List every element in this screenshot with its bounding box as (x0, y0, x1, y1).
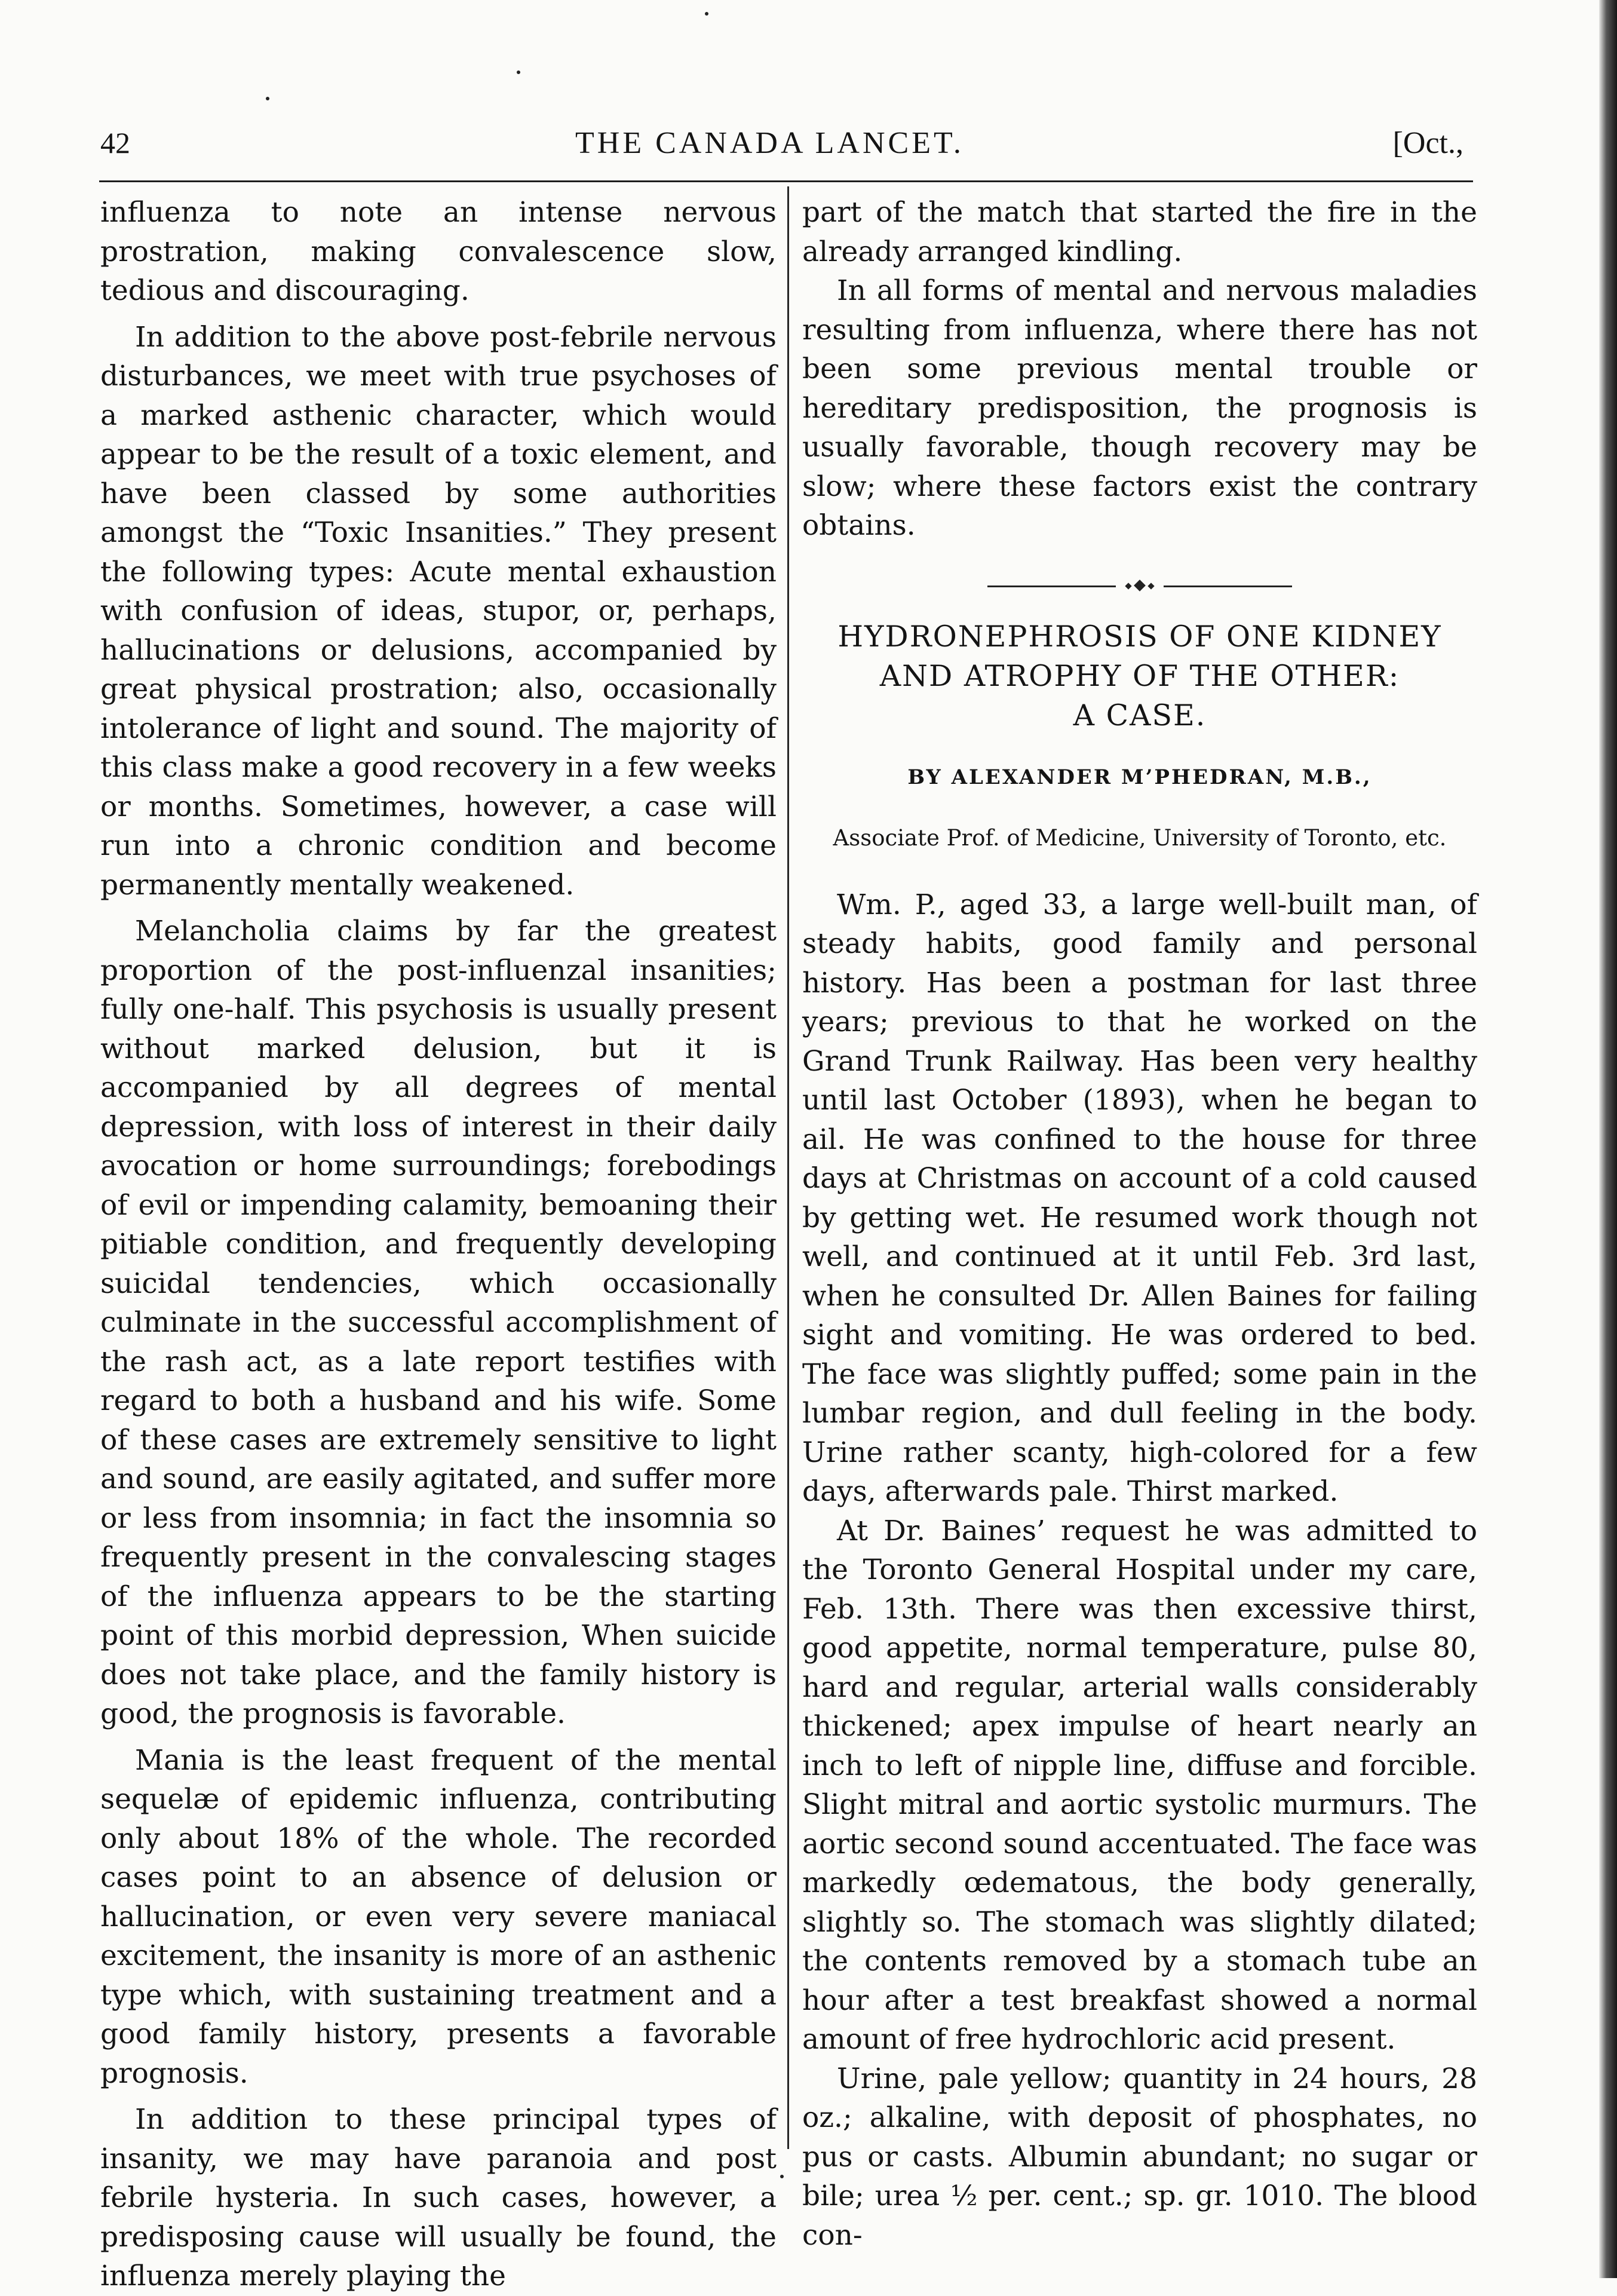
left-column (100, 193, 777, 2296)
column-divider (787, 186, 789, 2149)
article-byline: BY ALEXANDER M’PHEDRAN, M.B., (907, 765, 1372, 789)
paragraph: Urine, pale yellow; quantity in 24 hours, 28 oz.; alkaline, with deposit of phosphates, no pus or casts. Albumin abundant; no sugar or bile; urea ½ per. cent.; sp. gr. 1010. The blood con- (802, 2062, 1477, 2252)
paragraph: part of the match that started the fire in the already arranged kindling. (802, 196, 1477, 268)
paragraph: In addition to these principal types of insanity, we may have paranoia and post febrile hysteria. In such cases, however, a predisposing cause will usually be found, the influenza merely playing the (100, 2103, 777, 2292)
article-title-line: A CASE. (1073, 698, 1207, 732)
paragraph: In addition to the above post-febrile nervous disturbances, we meet with true psychoses of a marked asthenic character, which would appear to be the result of a toxic element, and have been classed by some authorities amongst the “Toxic Insanities.” They present the following types: Acute mental exhaustion with confusion of ideas, stupor, or, perhaps, hallucinations or delusions, accompanied by great physical prostration; also, occasionally intolerance of light and sound. The majority of this class make a good recovery in a few weeks or months. Sometimes, however, a case will run into a chronic condition and become permanently mentally weakened. (100, 320, 777, 902)
paragraph: In all forms of mental and nervous maladies resulting from influenza, where there has not been some previous mental trouble or hereditary predisposition, the prognosis is usually favorable, though recovery may be slow; where these factors exist the contrary obtains. (802, 274, 1477, 542)
print-speck (780, 2175, 784, 2178)
print-speck (517, 70, 520, 74)
paragraph: Mania is the least frequent of the mental sequelæ of epidemic influenza, contributing only about 18% of the whole. The recorded cases point to an absence of delusion or hallucination, or even very severe maniacal excitement, the insanity is more of an asthenic type which, with sustaining treatment and a good family history, presents a favorable prognosis. (100, 1743, 777, 2090)
paragraph: Melancholia claims by far the greatest proportion of the post-influenzal insanities; fully one-half. This psychosis is usually present without marked delusion, but it is accompanied by all degrees of mental depression, with loss of interest in their daily avocation or home surroundings; forebodings of evil or impending calamity, bemoaning their pitiable condition, and frequently developing suicidal tendencies, which occasionally culminate in the successful accomplishment of the rash act, as a late report testifies with regard to both a husband and his wife. Some of these cases are extremely sensitive to light and sound, are easily agitated, and suffer more or less from insomnia; in fact the insomnia so frequently present in the convalescing stages of the influenza appears to be the starting point of this morbid depression, When suicide does not take place, and the family history is good, the prognosis is favorable. (100, 915, 777, 1730)
page-number: 42 (100, 126, 130, 160)
paragraph: influenza to note an intense nervous prostration, making convalescence slow, tedious and discouraging. (100, 196, 777, 307)
print-speck (266, 97, 269, 100)
article-title-line: HYDRONEPHROSIS OF ONE KIDNEY (837, 619, 1442, 654)
author-affiliation: Associate Prof. of Medicine, University of Toronto, etc. (833, 825, 1447, 851)
paragraph: Wm. P., aged 33, a large well-built man, of steady habits, good family and personal history. Has been a postman for last three years; previous to that he worked on the Grand Trunk Railway. Has been very healthy until last October (1893), when he began to ail. He was confined to the house for three days at Christmas on account of a cold caused by getting wet. He resumed work though not well, and continued at it until Feb. 3rd last, when he consulted Dr. Allen Baines for failing sight and vomiting. He was ordered to bed. The face was slightly puffed; some pain in the lumbar region, and dull feeling in the body. Urine rather scanty, high-colored for a few days, afterwards pale. Thirst marked. (802, 888, 1477, 1508)
journal-title: THE CANADA LANCET. (575, 126, 964, 160)
running-header (100, 125, 1474, 173)
print-speck (705, 12, 708, 16)
section-ornament (987, 580, 1292, 592)
article-title (802, 617, 1477, 735)
article-title-line: AND ATROPHY OF THE OTHER: (879, 658, 1400, 693)
issue-month: [Oct., (1392, 126, 1463, 160)
paragraph: At Dr. Baines’ request he was admitted to the Toronto General Hospital under my care, Feb. 13th. There was then excessive thirst, good appetite, normal temperature, pulse 80, hard and regular, arterial walls considerably thickened; apex impulse of heart nearly an inch to left of nipple line, diffuse and forcible. Slight mitral and aortic systolic murmurs. The aortic second sound accentuated. The face was markedly œdematous, the body generally, slightly so. The stomach was slightly dilated; the contents removed by a stomach tube an hour after a test breakfast showed a normal amount of free hydrochloric acid present. (802, 1514, 1477, 2056)
header-rule (99, 180, 1473, 182)
right-column (802, 193, 1477, 2255)
binding-edge (1599, 0, 1617, 2278)
